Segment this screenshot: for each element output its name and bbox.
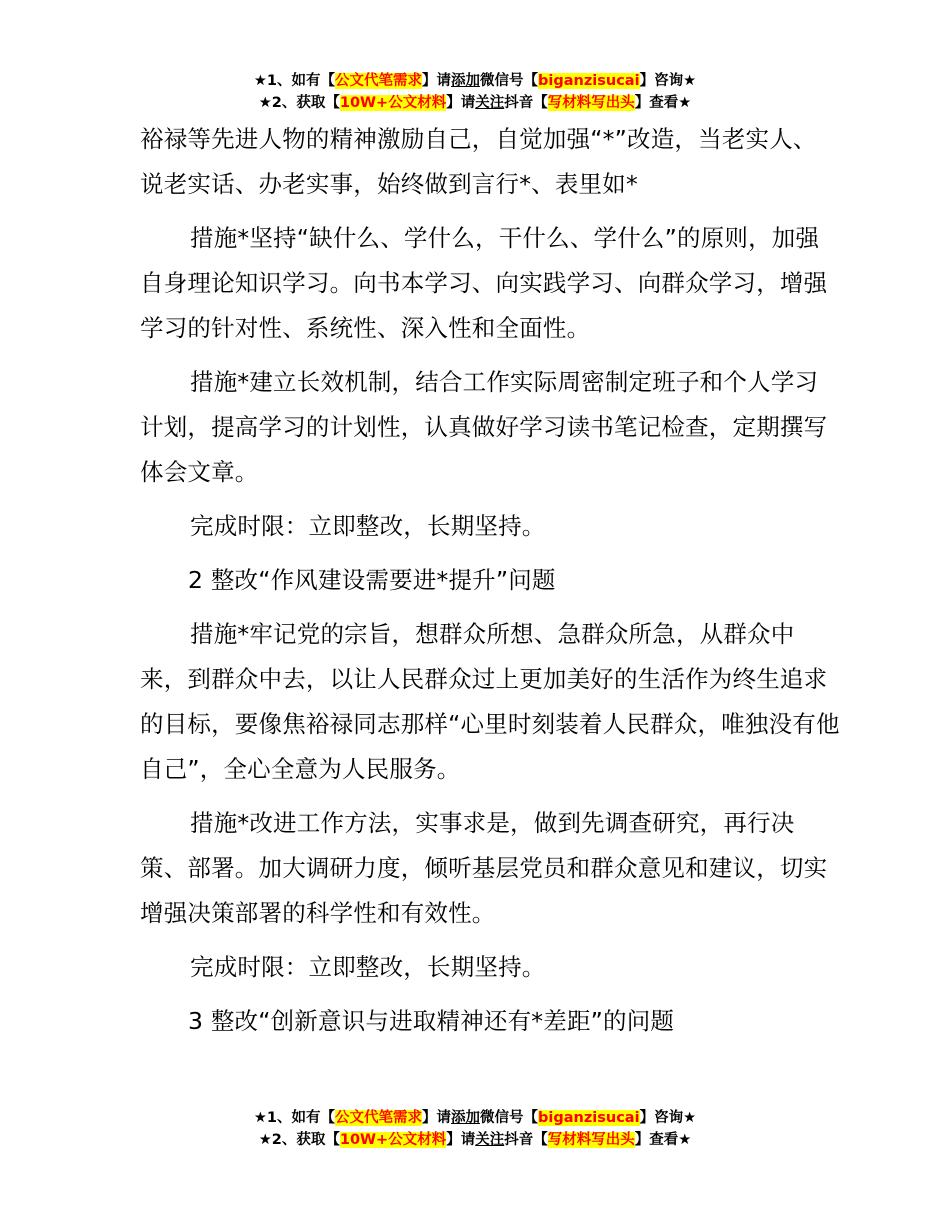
banner-text: 抖音【 — [504, 1132, 548, 1148]
banner-highlight: 10W+公文材料 — [339, 1132, 447, 1148]
banner-text: 】请 — [422, 73, 452, 89]
banner-highlight: biganzisucai — [538, 1110, 640, 1126]
document-body — [140, 117, 840, 1053]
banner-text: 】请 — [446, 1132, 476, 1148]
banner-text: 抖音【 — [504, 95, 548, 111]
paragraph-measure: 措施*改进工作方法，实事求是，做到先调查研究，再行决策、部署。加大调研力度，倾听基层党员和群众意见和建议，切实增强决策部署的科学性和有效性。 — [140, 809, 828, 927]
banner-text: ★2、获取【 — [258, 1132, 340, 1148]
banner-text: 】查看★ — [634, 1132, 692, 1148]
banner-emphasis: 添加 — [451, 1110, 481, 1126]
paragraph-measure: 措施*坚持“缺什么、学什么，干什么、学什么”的原则，加强自身理论知识学习。向书本学习、向实践学习、向群众学习，增强学习的针对性、系统性、深入性和全面性。 — [140, 224, 828, 342]
paragraph-deadline: 完成时限：立即整改，长期坚持。 — [190, 512, 546, 540]
banner-line-2 — [0, 1129, 950, 1151]
banner-text: 微信号【 — [480, 73, 539, 89]
banner-text: 】咨询★ — [639, 73, 697, 89]
banner-text: 】咨询★ — [639, 1110, 697, 1126]
banner-emphasis: 关注 — [475, 95, 505, 111]
banner-emphasis: 添加 — [451, 73, 481, 89]
banner-text: 】请 — [446, 95, 476, 111]
banner-highlight: 公文代笔需求 — [335, 1110, 423, 1126]
banner-line-2 — [0, 92, 950, 114]
paragraph-measure: 措施*牢记党的宗旨，想群众所想、急群众所急，从群众中来，到群众中去，以让人民群众过上更加美好的生活作为终生追求的目标，要像焦裕禄同志那样“心里时刻装着人民群众，唯独没有他自己”，全心全意为人民服务。 — [140, 620, 840, 783]
paragraph-deadline: 完成时限：立即整改，长期坚持。 — [190, 953, 546, 981]
banner-text: ★1、如有【 — [253, 1110, 336, 1126]
banner-text: ★2、获取【 — [258, 95, 340, 111]
banner-line-1 — [0, 70, 950, 92]
footer-banner — [0, 1107, 950, 1151]
banner-line-1 — [0, 1107, 950, 1129]
banner-text: ★1、如有【 — [253, 73, 336, 89]
banner-highlight: 写材料写出头 — [547, 1132, 635, 1148]
banner-text: 】查看★ — [634, 95, 692, 111]
section-heading: 3 整改“创新意识与进取精神还有*差距”的问题 — [188, 1007, 675, 1035]
banner-text: 微信号【 — [480, 1110, 539, 1126]
banner-highlight: biganzisucai — [538, 73, 640, 89]
banner-highlight: 10W+公文材料 — [339, 95, 447, 111]
paragraph-measure: 措施*建立长效机制，结合工作实际周密制定班子和个人学习计划，提高学习的计划性，认真做好学习读书笔记检查，定期撰写体会文章。 — [140, 368, 828, 486]
banner-emphasis: 关注 — [475, 1132, 505, 1148]
paragraph-continuation: 裕禄等先进人物的精神激励自己，自觉加强“*”改造，当老实人、说老实话、办老实事，始终做到言行*、表里如* — [140, 125, 817, 198]
banner-text: 】请 — [422, 1110, 452, 1126]
banner-highlight: 公文代笔需求 — [335, 73, 423, 89]
header-banner — [0, 70, 950, 114]
banner-highlight: 写材料写出头 — [547, 95, 635, 111]
section-heading: 2 整改“作风建设需要进*提升”问题 — [188, 566, 556, 594]
